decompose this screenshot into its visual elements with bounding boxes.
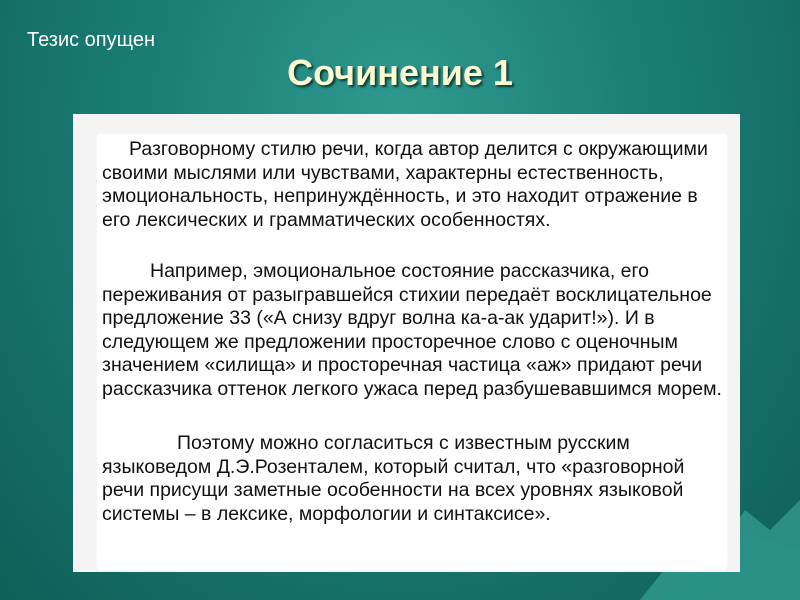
paragraph-2: Например, эмоциональное состояние рассказчика, его переживания от разыгравшейся стихии передаёт восклицательное предложение 33 («А снизу вдруг волна ка-а-ак ударит!»). И в следующем же предложении просторечное слово с оценочным значением «силища» и просторечная частица «аж» придают речи рассказчика оттенок легкого ужаса перед разбушевавшимся морем. [102,260,722,400]
paragraph-3: Поэтому можно согласиться с известным русским языковедом Д.Э.Розенталем, который считал, что «разговорной речи присущи заметные особенности на всех уровнях языковой системы – в лексике, морфологии и синтаксисе». [102,432,685,525]
paragraph-1: Разговорному стилю речи, когда автор делится с окружающими своими мыслями или чувствами, характерны естественность, эмоциональность, непринуждённость, и это находит отражение в его лексических и грамматических особенностях. [102,138,708,231]
slide-title: Сочинение 1 [287,52,513,93]
thesis-note: Тезис опущен [27,29,156,51]
